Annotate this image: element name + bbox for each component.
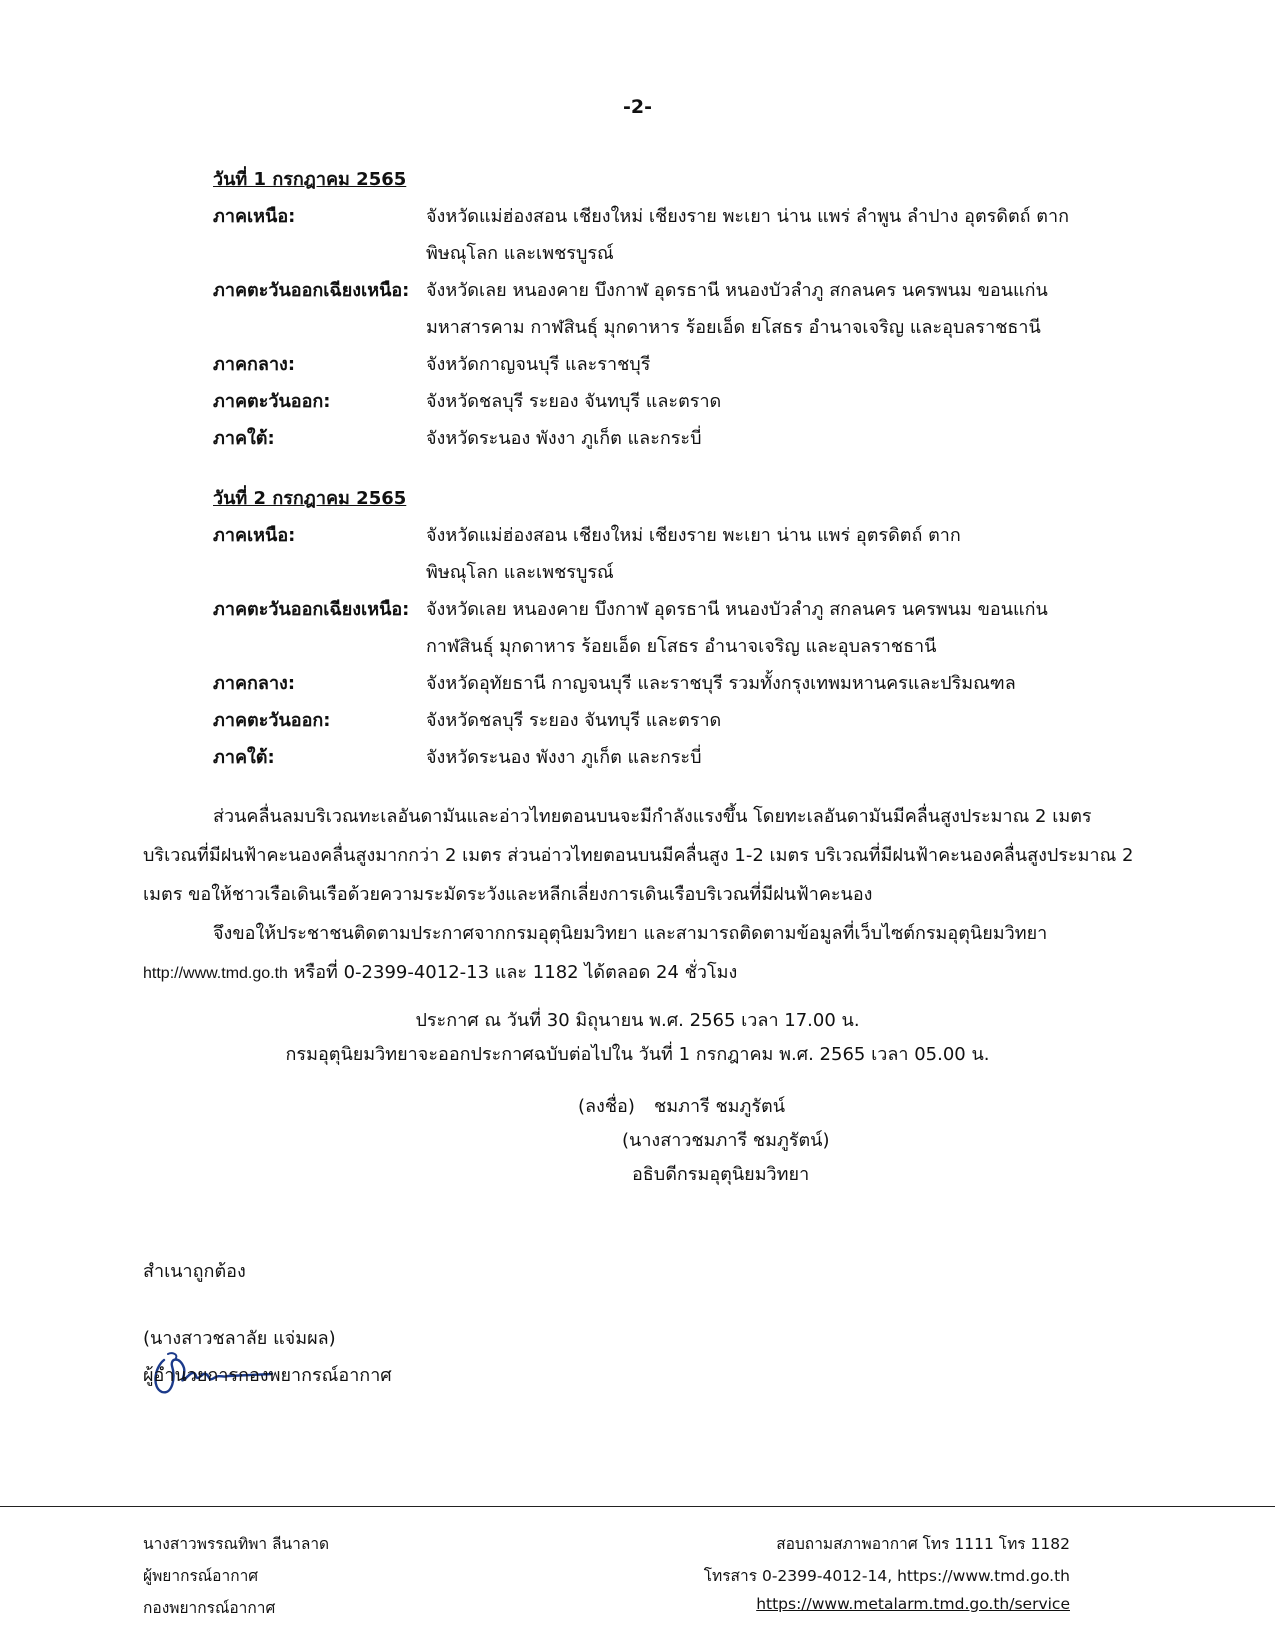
announce-line: ประกาศ ณ วันที่ 30 มิถุนายน พ.ศ. 2565 เวลา 17.00 น. — [415, 1010, 860, 1031]
provinces-north-1-line1: จังหวัดแม่ฮ่องสอน เชียงใหม่ เชียงราย พะเยา น่าน แพร่ ลำพูน ลำปาง อุตรดิตถ์ ตาก — [426, 206, 1069, 227]
region-central-2: ภาคกลาง: — [213, 673, 296, 694]
region-south-1: ภาคใต้: — [213, 428, 275, 449]
footer-divider — [0, 1506, 1275, 1507]
section-date-1: วันที่ 1 กรกฎาคม 2565 — [213, 169, 407, 190]
region-east-1: ภาคตะวันออก: — [213, 391, 331, 412]
copy-certified-label: สำเนาถูกต้อง — [143, 1261, 246, 1282]
wave-paragraph-line2: บริเวณที่มีฝนฟ้าคะนองคลื่นสูงมากกว่า 2 เมตร ส่วนอ่าวไทยตอนบนมีคลื่นสูง 1-2 เมตร บริเวณที่มีฝนฟ้าคะนองคลื่นสูงประมาณ 2 — [143, 845, 1134, 866]
provinces-east-2: จังหวัดชลบุรี ระยอง จันทบุรี และตราด — [426, 710, 722, 731]
copy-certified-position: ผู้อำนวยการกองพยากรณ์อากาศ — [143, 1365, 392, 1386]
signed-name: ชมภารี ชมภูรัตน์ — [654, 1096, 786, 1117]
provinces-central-1: จังหวัดกาญจนบุรี และราชบุรี — [426, 354, 651, 375]
next-announce-line: กรมอุตุนิยมวิทยาจะออกประกาศฉบับต่อไปใน วันที่ 1 กรกฎาคม พ.ศ. 2565 เวลา 05.00 น. — [285, 1044, 990, 1065]
signed-label: (ลงชื่อ) — [578, 1096, 635, 1117]
provinces-northeast-2-line1: จังหวัดเลย หนองคาย บึงกาฬ อุดรธานี หนองบัวลำภู สกลนคร นครพนม ขอนแก่น — [426, 599, 1048, 620]
follow-paragraph-line1: จึงขอให้ประชาชนติดตามประกาศจากกรมอุตุนิยมวิทยา และสามารถติดตามข้อมูลที่เว็บไซต์กรมอุตุนิยมวิทยา — [213, 923, 1048, 944]
provinces-north-2-line1: จังหวัดแม่ฮ่องสอน เชียงใหม่ เชียงราย พะเยา น่าน แพร่ อุตรดิตถ์ ตาก — [426, 525, 961, 546]
footer-forecaster-division: กองพยากรณ์อากาศ — [143, 1599, 276, 1617]
provinces-northeast-1-line1: จังหวัดเลย หนองคาย บึงกาฬ อุดรธานี หนองบัวลำภู สกลนคร นครพนม ขอนแก่น — [426, 280, 1048, 301]
contact-info: หรือที่ 0-2399-4012-13 และ 1182 ได้ตลอด 24 ชั่วโมง — [287, 962, 738, 983]
page-number: -2- — [623, 96, 652, 118]
provinces-north-1-line2: พิษณุโลก และเพชรบูรณ์ — [426, 243, 614, 264]
region-northeast-2: ภาคตะวันออกเฉียงเหนือ: — [213, 599, 410, 620]
wave-paragraph-line3: เมตร ขอให้ชาวเรือเดินเรือด้วยความระมัดระวังและหลีกเลี่ยงการเดินเรือบริเวณที่มีฝนฟ้าคะนอง — [143, 884, 873, 905]
provinces-south-2: จังหวัดระนอง พังงา ภูเก็ต และกระบี่ — [426, 747, 702, 768]
footer-metalarm-link[interactable] — [756, 1595, 1070, 1613]
provinces-northeast-1-line2: มหาสารคาม กาฬสินธุ์ มุกดาหาร ร้อยเอ็ด ยโสธร อำนาจเจริญ และอุบลราชธานี — [426, 317, 1041, 338]
region-north-1: ภาคเหนือ: — [213, 206, 296, 227]
copy-certified-name: (นางสาวชลาลัย แจ่มผล) — [143, 1328, 336, 1349]
wave-paragraph-line1: ส่วนคลื่นลมบริเวณทะเลอันดามันและอ่าวไทยตอนบนจะมีกำลังแรงขึ้น โดยทะเลอันดามันมีคลื่นสูงประมาณ 2 เมตร — [213, 806, 1092, 827]
metalarm-link[interactable]: https://www.metalarm.tmd.go.th/service — [756, 1595, 1070, 1613]
footer-weather-hotline: สอบถามสภาพอากาศ โทร 1111 โทร 1182 — [776, 1535, 1070, 1553]
signatory-position: อธิบดีกรมอุตุนิยมวิทยา — [632, 1164, 810, 1185]
provinces-north-2-line2: พิษณุโลก และเพชรบูรณ์ — [426, 562, 614, 583]
provinces-east-1: จังหวัดชลบุรี ระยอง จันทบุรี และตราด — [426, 391, 722, 412]
region-north-2: ภาคเหนือ: — [213, 525, 296, 546]
footer-forecaster-name: นางสาวพรรณทิพา ลีนาลาด — [143, 1535, 330, 1553]
region-east-2: ภาคตะวันออก: — [213, 710, 331, 731]
footer-forecaster-title: ผู้พยากรณ์อากาศ — [143, 1567, 259, 1585]
footer-fax-website: โทรสาร 0-2399-4012-14, https://www.tmd.go.th — [703, 1567, 1070, 1585]
signatory-full-name: (นางสาวชมภารี ชมภูรัตน์) — [622, 1130, 830, 1151]
tmd-website-link[interactable]: http://www.tmd.go.th — [143, 965, 288, 982]
provinces-northeast-2-line2: กาฬสินธุ์ มุกดาหาร ร้อยเอ็ด ยโสธร อำนาจเจริญ และอุบลราชธานี — [426, 636, 937, 657]
provinces-central-2: จังหวัดอุทัยธานี กาญจนบุรี และราชบุรี รวมทั้งกรุงเทพมหานครและปริมณฑล — [426, 673, 1016, 694]
region-northeast-1: ภาคตะวันออกเฉียงเหนือ: — [213, 280, 410, 301]
follow-paragraph-line2 — [143, 953, 737, 993]
section-date-2: วันที่ 2 กรกฎาคม 2565 — [213, 488, 407, 509]
region-central-1: ภาคกลาง: — [213, 354, 296, 375]
provinces-south-1: จังหวัดระนอง พังงา ภูเก็ต และกระบี่ — [426, 428, 702, 449]
region-south-2: ภาคใต้: — [213, 747, 275, 768]
